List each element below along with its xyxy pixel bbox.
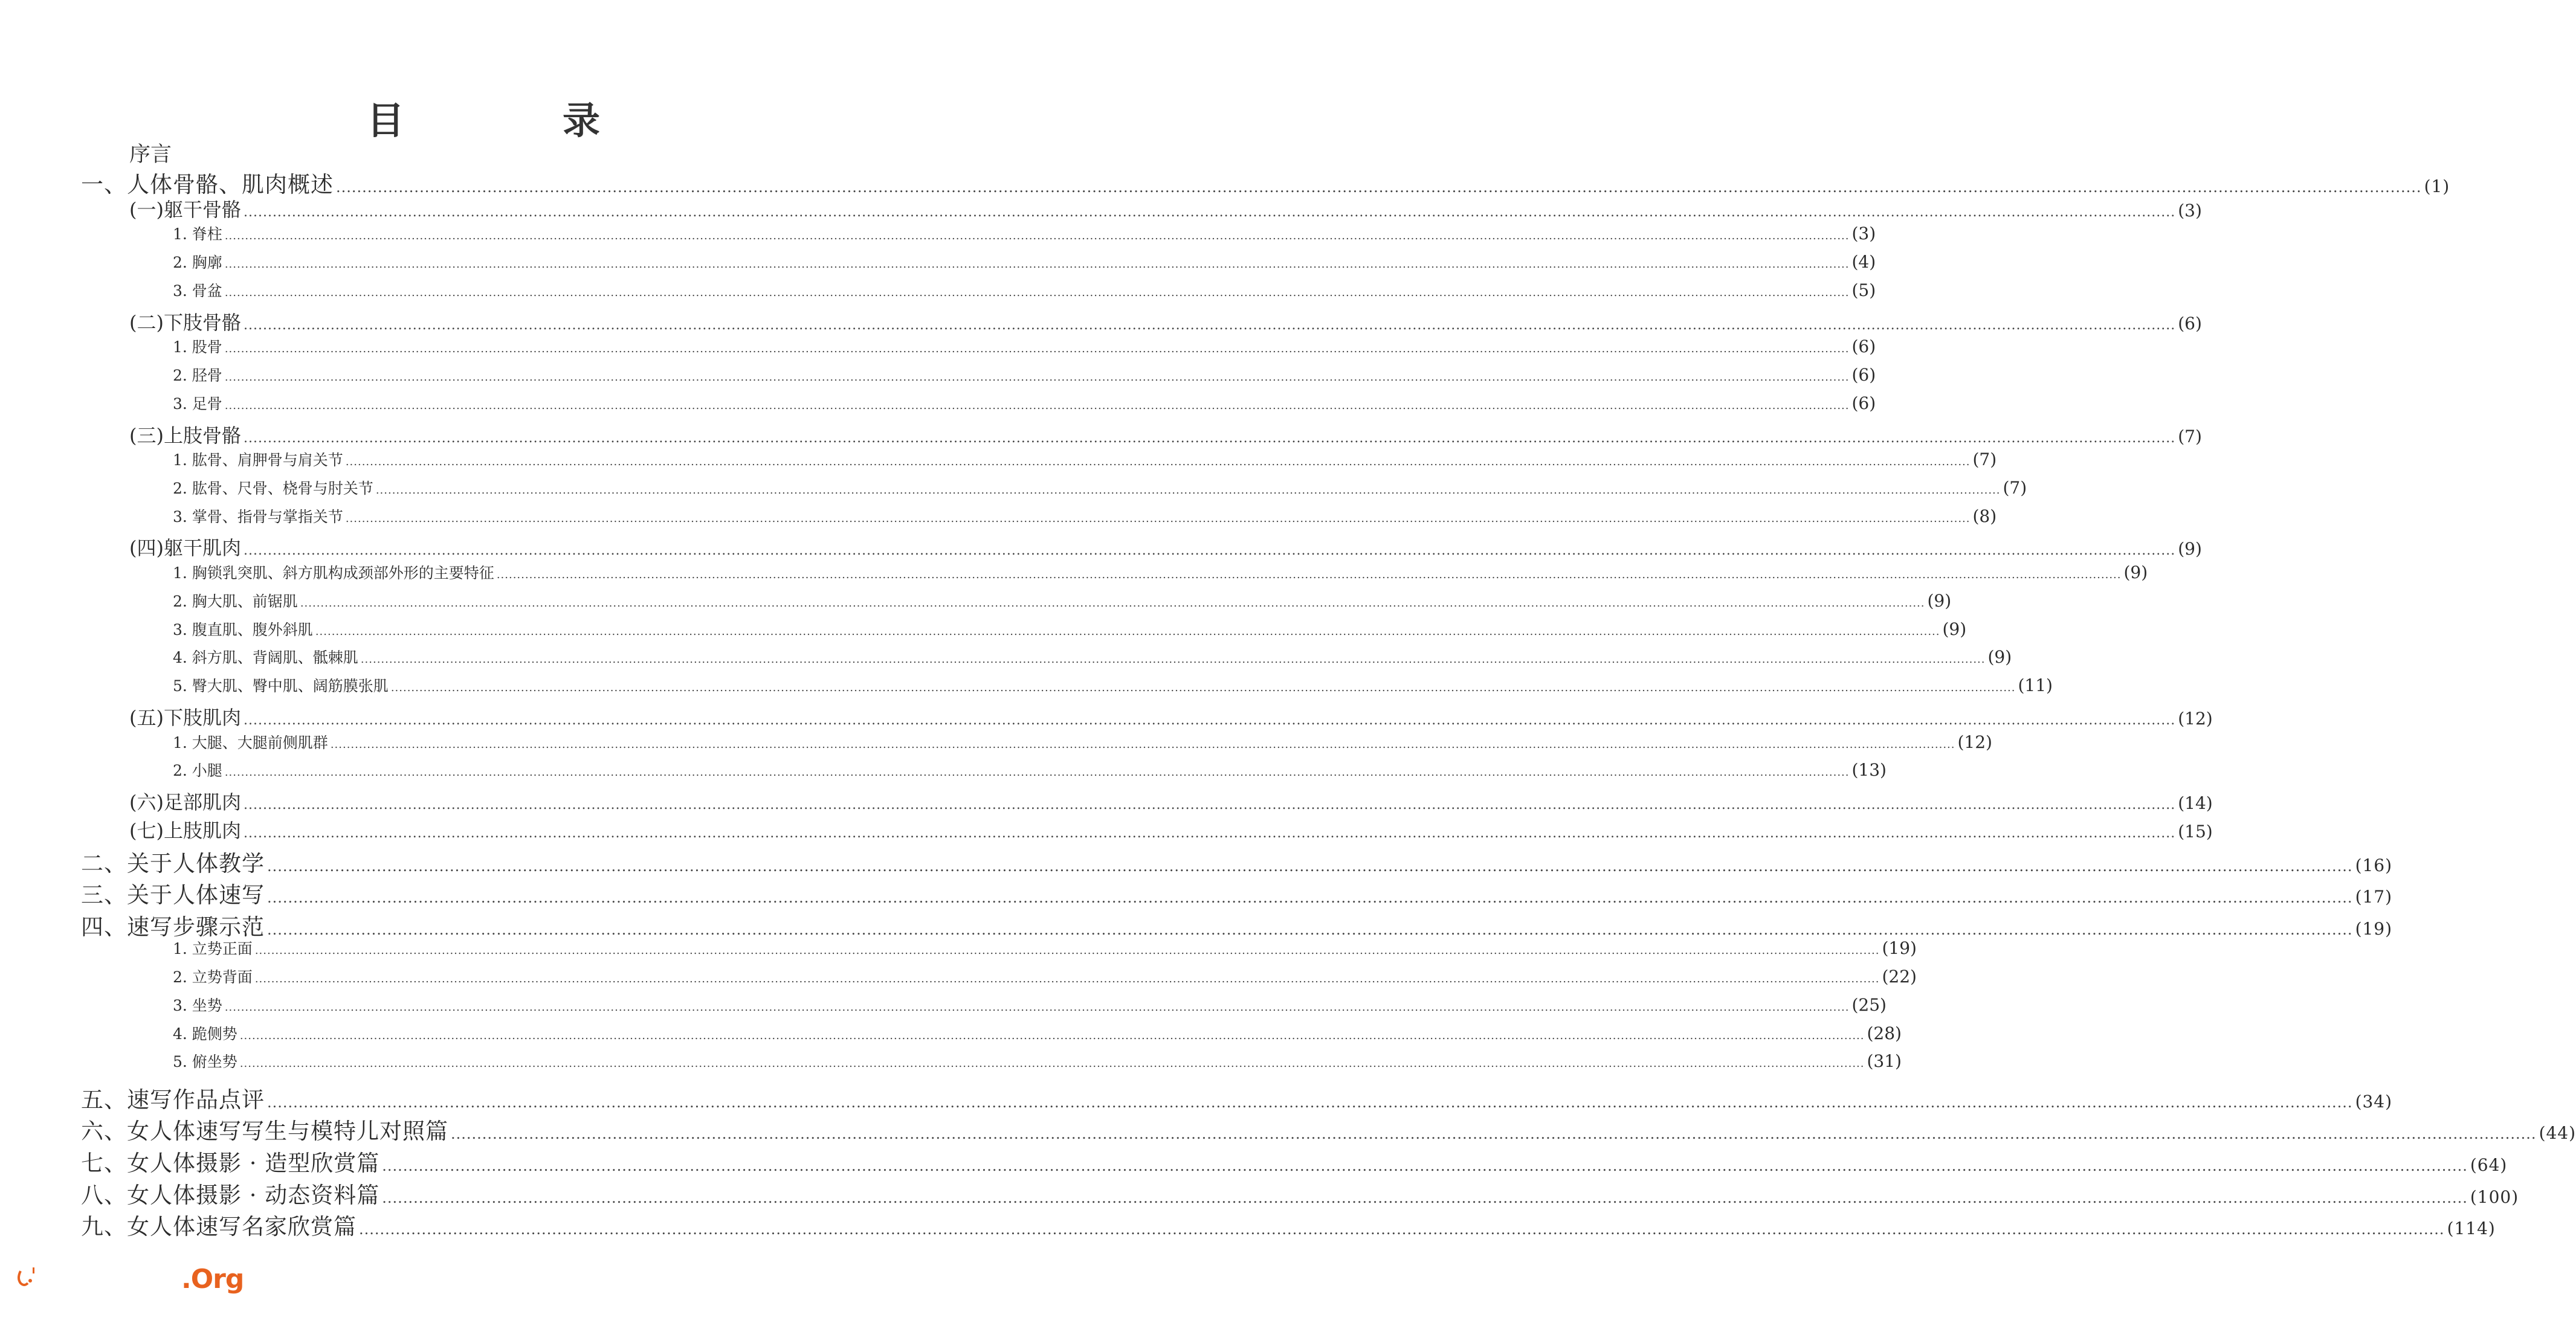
dot-leader: ................................................................................................................................................................................................................................................................................................................................................................................................................ [243, 205, 2176, 220]
toc-entry[interactable] [173, 965, 1917, 987]
toc-entry-page: (16) [2355, 855, 2393, 875]
toc-entry-label: (五)下肢肌肉 [129, 706, 241, 729]
dot-leader: ................................................................................................................................................................................................................................................................................................................................................................................................................ [243, 713, 2176, 728]
toc-entry[interactable] [173, 937, 1917, 959]
toc-entry-label: 3. 掌骨、指骨与掌指关节 [173, 508, 343, 526]
toc-entry-label: 六、女人体速写写生与模特儿对照篇 [81, 1118, 448, 1144]
toc-entry-page: (34) [2355, 1092, 2393, 1112]
toc-entry-page: (14) [2178, 793, 2213, 813]
toc-entry-label: 1. 胸锁乳突肌、斜方肌构成颈部外形的主要特征 [173, 564, 494, 582]
dot-leader: ................................................................................................................................................................................................................................................................................................................................................................................................................ [224, 371, 1850, 384]
toc-entry[interactable] [173, 618, 1967, 640]
dot-leader: ................................................................................................................................................................................................................................................................................................................................................................................................................ [224, 230, 1850, 242]
toc-entry[interactable] [81, 166, 2450, 199]
dot-leader: ................................................................................................................................................................................................................................................................................................................................................................................................................ [243, 826, 2176, 841]
toc-entry-page: (9) [2123, 562, 2148, 582]
dot-leader: ................................................................................................................................................................................................................................................................................................................................................................................................................ [224, 1001, 1850, 1014]
toc-entry-page: (114) [2447, 1218, 2496, 1238]
toc-entry[interactable] [173, 731, 1992, 753]
toc-entry-page: (9) [1927, 591, 1952, 611]
toc-entry-label: 2. 小腿 [173, 762, 222, 779]
toc-entry[interactable] [81, 1145, 2508, 1177]
toc-entry-page: (6) [1851, 336, 1876, 356]
toc-entry-label: (一)躯干骨骼 [129, 198, 241, 221]
toc-entry-page: (44) [2539, 1123, 2576, 1143]
toc-entry[interactable] [173, 335, 1876, 357]
toc-entry-page: (12) [1957, 732, 1992, 752]
watermark-text: .Org [181, 1264, 244, 1295]
toc-entry-label: 1. 肱骨、肩胛骨与肩关节 [173, 451, 343, 469]
toc-entry-page: (6) [2178, 314, 2202, 333]
dot-leader: ................................................................................................................................................................................................................................................................................................................................................................................................................ [224, 343, 1850, 355]
dot-leader: ................................................................................................................................................................................................................................................................................................................................................................................................................ [375, 484, 2001, 497]
toc-entry[interactable] [129, 703, 2213, 730]
dot-leader: ................................................................................................................................................................................................................................................................................................................................................................................................................ [243, 797, 2176, 813]
toc-entry-page: (9) [1987, 647, 2012, 667]
dot-leader: ................................................................................................................................................................................................................................................................................................................................................................................................................ [243, 318, 2176, 333]
toc-entry-page: (15) [2178, 822, 2213, 842]
toc-entry[interactable] [173, 674, 2053, 696]
toc-entry-label: (三)上肢骨骼 [129, 424, 241, 447]
toc-entry-label: (六)足部肌肉 [129, 791, 241, 814]
dot-leader: ................................................................................................................................................................................................................................................................................................................................................................................................................ [345, 455, 1971, 468]
toc-entry-label: 2. 肱骨、尺骨、桡骨与肘关节 [173, 480, 373, 497]
toc-entry[interactable] [173, 477, 2027, 498]
dot-leader: ................................................................................................................................................................................................................................................................................................................................................................................................................ [267, 921, 2353, 938]
toc-entry-label: 5. 俯坐势 [173, 1053, 237, 1070]
dot-leader: ................................................................................................................................................................................................................................................................................................................................................................................................................ [243, 431, 2176, 446]
toc-entry-page: (19) [1882, 938, 1917, 958]
dot-leader: ................................................................................................................................................................................................................................................................................................................................................................................................................ [254, 944, 1880, 957]
toc-entry[interactable] [81, 877, 2393, 909]
toc-entry-page: (6) [1851, 365, 1876, 385]
toc-entry[interactable] [173, 561, 2148, 583]
dot-leader: ................................................................................................................................................................................................................................................................................................................................................................................................................ [239, 1029, 1865, 1042]
toc-entry-page: (64) [2470, 1155, 2508, 1175]
toc-entry[interactable] [173, 222, 1876, 244]
dot-leader: ................................................................................................................................................................................................................................................................................................................................................................................................................ [224, 766, 1850, 779]
dot-leader: ................................................................................................................................................................................................................................................................................................................................................................................................................ [224, 258, 1850, 271]
dot-leader: ................................................................................................................................................................................................................................................................................................................................................................................................................ [300, 597, 1925, 610]
toc-entry-label: 3. 腹直肌、腹外斜肌 [173, 621, 313, 639]
page-title: 目 录 [366, 98, 660, 143]
toc-entry-label: 二、关于人体教学 [81, 851, 265, 877]
toc-entry-label: 3. 骨盆 [173, 282, 222, 300]
toc-entry[interactable] [173, 448, 1997, 470]
dot-leader: ................................................................................................................................................................................................................................................................................................................................................................................................................ [267, 858, 2353, 875]
dot-leader: ................................................................................................................................................................................................................................................................................................................................................................................................................ [496, 568, 2122, 581]
toc-entry-page: (3) [1851, 224, 1876, 243]
toc-entry-label: 3. 足骨 [173, 395, 222, 413]
toc-entry-label: 三、关于人体速写 [81, 882, 265, 908]
toc-entry[interactable] [129, 307, 2202, 335]
toc-entry[interactable] [173, 505, 1997, 527]
toc-entry-page: (22) [1882, 967, 1917, 987]
toc-entry[interactable] [81, 845, 2393, 878]
toc-entry-label: 1. 股骨 [173, 338, 222, 356]
dot-leader: ................................................................................................................................................................................................................................................................................................................................................................................................................ [243, 543, 2176, 558]
toc-entry-page: (13) [1851, 760, 1887, 780]
dot-leader: ................................................................................................................................................................................................................................................................................................................................................................................................................ [330, 738, 1955, 751]
toc-entry-page: (12) [2178, 709, 2213, 729]
toc-entry-page: (100) [2470, 1187, 2519, 1207]
toc-entry-label: 1. 脊柱 [173, 225, 222, 243]
toc-entry-label: 1. 大腿、大腿前侧肌群 [173, 734, 328, 752]
toc-entry-label: (七)上肢肌肉 [129, 819, 241, 842]
toc-entry-page: (6) [1851, 393, 1876, 413]
watermark-logo-icon [16, 1263, 40, 1293]
toc-entry-label: 2. 立势背面 [173, 968, 253, 986]
toc-entry-page: (7) [2178, 427, 2202, 446]
toc-entry-label: 1. 立势正面 [173, 940, 253, 958]
dot-leader: ................................................................................................................................................................................................................................................................................................................................................................................................................ [254, 973, 1880, 985]
toc-entry-label: 5. 臀大肌、臀中肌、阔筋膜张肌 [173, 677, 389, 695]
dot-leader: ................................................................................................................................................................................................................................................................................................................................................................................................................ [267, 1094, 2353, 1111]
toc-entry[interactable] [173, 279, 1876, 301]
toc-entry[interactable] [81, 1113, 2576, 1145]
toc-entry[interactable] [81, 1177, 2519, 1209]
toc-entry[interactable] [173, 251, 1876, 272]
toc-entry[interactable] [173, 759, 1887, 781]
dot-leader: ................................................................................................................................................................................................................................................................................................................................................................................................................ [360, 653, 1986, 666]
toc-entry-page: (11) [2018, 675, 2053, 695]
toc-entry-page: (1) [2424, 176, 2450, 196]
dot-leader: ................................................................................................................................................................................................................................................................................................................................................................................................................ [315, 625, 1940, 638]
toc-entry-page: (25) [1851, 995, 1887, 1015]
toc-entry-label: 七、女人体摄影 · 造型欣赏篇 [81, 1150, 380, 1176]
toc-entry-page: (7) [2003, 478, 2027, 498]
toc-entry-label: 2. 胸廓 [173, 254, 222, 271]
toc-entry-label: 2. 胸大肌、前锯肌 [173, 593, 298, 610]
toc-entry[interactable] [173, 392, 1876, 414]
dot-leader: ................................................................................................................................................................................................................................................................................................................................................................................................................ [239, 1057, 1865, 1070]
toc-entry[interactable] [129, 533, 2202, 561]
toc-entry[interactable] [129, 420, 2202, 448]
toc-entry-page: (9) [1942, 619, 1967, 639]
toc-entry[interactable] [173, 364, 1876, 385]
toc-entry-page: (4) [1851, 252, 1876, 272]
preface-entry[interactable]: 序言 [129, 143, 172, 167]
toc-entry[interactable] [173, 590, 1952, 611]
toc-entry-page: (28) [1867, 1023, 1902, 1043]
toc-entry-page: (31) [1867, 1051, 1902, 1071]
toc-entry[interactable] [173, 994, 1887, 1016]
toc-entry[interactable] [173, 1050, 1902, 1072]
toc-entry-page: (5) [1851, 280, 1876, 300]
toc-entry-label: 2. 胫骨 [173, 367, 222, 384]
toc-entry-page: (7) [1972, 449, 1997, 469]
toc-entry-label: 3. 坐势 [173, 997, 222, 1014]
toc-entry-label: (二)下肢骨骼 [129, 311, 241, 334]
toc-entry-label: 八、女人体摄影 · 动态资料篇 [81, 1182, 380, 1208]
toc-entry-label: (四)躯干肌肉 [129, 536, 241, 559]
toc-entry[interactable] [81, 909, 2393, 941]
toc-entry-label: 九、女人体速写名家欣赏篇 [81, 1214, 357, 1240]
toc-entry[interactable] [129, 787, 2213, 815]
toc-entry-page: (8) [1972, 506, 1997, 526]
toc-entry-label: 五、速写作品点评 [81, 1087, 265, 1113]
dot-leader: ................................................................................................................................................................................................................................................................................................................................................................................................................ [336, 179, 2422, 196]
dot-leader: ................................................................................................................................................................................................................................................................................................................................................................................................................ [359, 1221, 2445, 1238]
toc-entry-label: 4. 斜方肌、背阔肌、骶棘肌 [173, 649, 358, 666]
toc-entry-page: (3) [2178, 201, 2202, 220]
dot-leader: ................................................................................................................................................................................................................................................................................................................................................................................................................ [382, 1157, 2468, 1174]
toc-entry-label: 四、速写步骤示范 [81, 914, 265, 940]
dot-leader: ................................................................................................................................................................................................................................................................................................................................................................................................................ [451, 1125, 2537, 1142]
toc-entry[interactable] [173, 646, 2012, 668]
toc-entry-label: 一、人体骨骼、肌肉概述 [81, 172, 334, 198]
toc-entry[interactable] [81, 1208, 2496, 1241]
dot-leader: ................................................................................................................................................................................................................................................................................................................................................................................................................ [382, 1189, 2468, 1206]
toc-entry[interactable] [129, 195, 2202, 222]
toc-entry-page: (19) [2355, 919, 2393, 939]
dot-leader: ................................................................................................................................................................................................................................................................................................................................................................................................................ [390, 681, 2016, 694]
toc-entry-page: (17) [2355, 887, 2393, 907]
dot-leader: ................................................................................................................................................................................................................................................................................................................................................................................................................ [224, 399, 1850, 412]
toc-entry-label: 4. 跪侧势 [173, 1025, 237, 1043]
toc-entry[interactable] [129, 816, 2213, 843]
dot-leader: ................................................................................................................................................................................................................................................................................................................................................................................................................ [267, 889, 2353, 906]
toc-entry[interactable] [81, 1081, 2393, 1114]
toc-entry-page: (9) [2178, 539, 2202, 559]
dot-leader: ................................................................................................................................................................................................................................................................................................................................................................................................................ [345, 512, 1971, 525]
toc-entry[interactable] [173, 1022, 1902, 1044]
dot-leader: ................................................................................................................................................................................................................................................................................................................................................................................................................ [224, 286, 1850, 299]
